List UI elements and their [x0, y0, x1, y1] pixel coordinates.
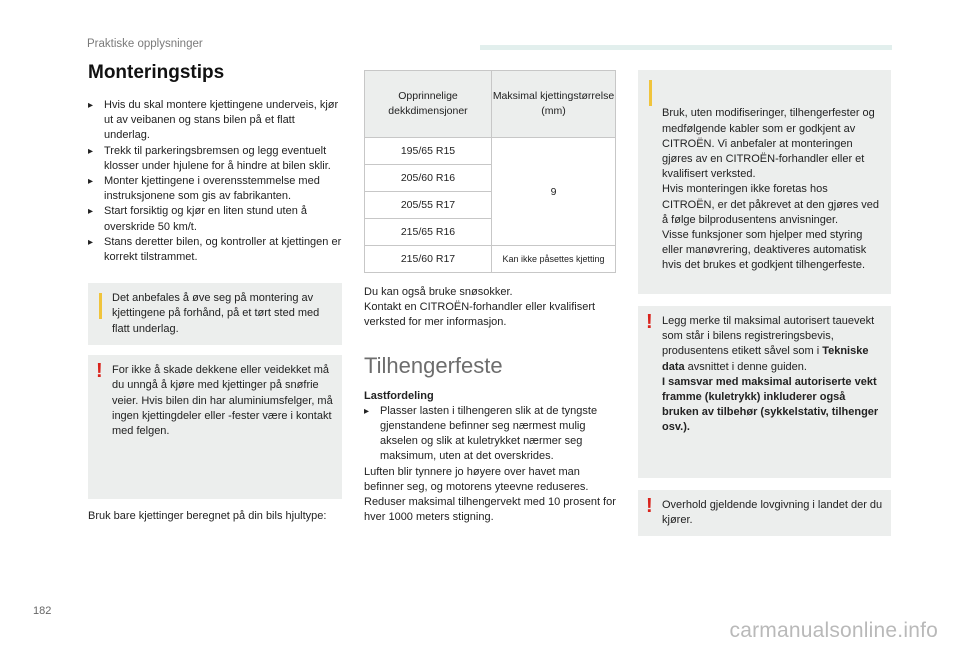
page-number: 182: [33, 605, 52, 617]
list-item: ▸ Stans deretter bilen, og kontroller at kjettingen er korrekt tilstrammet.: [88, 235, 342, 264]
bullet-icon: ▸: [88, 206, 94, 218]
section-title-tilhengerfeste: Tilhengerfeste: [364, 352, 503, 378]
warning-icon: !: [96, 360, 103, 383]
table-cell: Kan ikke påsettes kjetting: [492, 246, 616, 273]
section-title-monteringstips: Monteringstips: [88, 62, 225, 83]
snow-socks-text: Du kan også bruke snøsokker. Kontakt en CITROËN-forhandler eller kvalifisert verksted for mer informasjon.: [364, 286, 596, 329]
bullet-icon: ▸: [88, 176, 94, 188]
table-cell: 195/65 R15: [365, 138, 492, 165]
watermark: carmanualsonline.info: [729, 619, 938, 642]
tire-chain-table: [364, 70, 616, 273]
column-right: [638, 70, 891, 536]
list-item: ▸ Trekk til parkeringsbremsen og legg eventuelt klosser under hjulene for å hindre at bilen sklir.: [88, 144, 331, 172]
info-icon: [649, 80, 652, 106]
warning-note-legislation: ! Overhold gjeldende lovgivning i landet der du kjører.: [638, 490, 891, 536]
altitude-text: Luften blir tynnere jo høyere over havet man befinner seg, og motorens yteevne reduseres. Reduser maksimal tilhengervekt med 10 prosent for hver 1000 meters stigning.: [364, 465, 616, 524]
table-row: [365, 246, 616, 273]
table-cell: 205/55 R17: [365, 192, 492, 219]
column-left: [88, 62, 342, 524]
subheading-lastfordeling: Lastfordeling: [364, 389, 434, 402]
bullet-icon: ▸: [88, 100, 94, 111]
running-header: Praktiske opplysninger: [87, 38, 203, 50]
table-header-cell: Maksimal kjettingstørrelse (mm): [492, 71, 616, 138]
table-cell-merged: 9: [492, 138, 616, 246]
table-header-cell: Opprinnelige dekkdimensjoner: [365, 71, 492, 138]
list-item: ▸ Hvis du skal montere kjettingene underveis, kjør ut av veibanen og stans bilen på et flatt underlag.: [88, 99, 339, 142]
load-list: [364, 404, 616, 465]
info-note-practice: Det anbefales å øve seg på montering av kjettingene på forhånd, på et tørt sted med flatt underlag.: [88, 283, 342, 345]
table-cell: 215/65 R16: [365, 219, 492, 246]
table-row: [365, 138, 616, 165]
chain-type-text: Bruk bare kjettinger beregnet på din bils hjultype:: [88, 510, 327, 523]
table-header-row: [365, 71, 616, 138]
column-middle: [364, 70, 616, 525]
header-accent-bar: [480, 45, 892, 50]
table-cell: 215/60 R17: [365, 246, 492, 273]
bullet-icon: ▸: [88, 236, 94, 248]
warning-note-tow-weight: ! Legg merke til maksimal autorisert tauevekt som står i bilens registreringsbevis, produsentens etikett såvel som i Tekniske data avsnittet i denne guiden. I samsvar med maksimal autoriserte vekt framme (kuletrykk) inkluderer også bruken av tilbehør (sykkelstativ, tilhenger osv.).: [638, 306, 891, 478]
mounting-steps-list: [88, 98, 342, 265]
list-item: ▸ Monter kjettingene i overensstemmelse med instruksjonene som gis av fabrikanten.: [88, 175, 320, 203]
bullet-icon: ▸: [364, 405, 370, 417]
list-item: ▸ Start forsiktig og kjør en liten stund uten å overskride 50 km/t.: [88, 205, 307, 233]
info-note-towbar: Bruk, uten modifiseringer, tilhengerfester og medfølgende kabler som er godkjent av CITROËN. Vi anbefaler at monteringen gjøres av en CITROËN-forhandler eller et kvalifisert verksted. Hvis monteringen ikke foretas hos CITROËN, er det påkrevet at den gjøres ved å følge bilprodusentens anvisninger. Visse funksjoner som hjelper med styring eller manøvrering, deaktiveres automatisk hvis det brukes et godkjent tilhengerfeste.: [638, 70, 891, 294]
warning-icon: !: [646, 495, 653, 517]
warning-note-tires: ! For ikke å skade dekkene eller veidekket må du unngå å kjøre med kjettinger på snøfrie veier. Hvis bilen din har aluminiumsfelger, må ingen kjettingdeler eller -fester være i kontakt med felgen.: [88, 355, 342, 499]
table-cell: 205/60 R16: [365, 165, 492, 192]
list-item: ▸ Plasser lasten i tilhengeren slik at de tyngste gjenstandene befinner seg nærmest mulig akselen og slik at kuletrykket nærmer seg maksimum, uten at det overskrides.: [364, 404, 598, 463]
warning-icon: !: [646, 311, 653, 333]
info-icon: [99, 293, 102, 319]
bullet-icon: ▸: [88, 145, 94, 157]
